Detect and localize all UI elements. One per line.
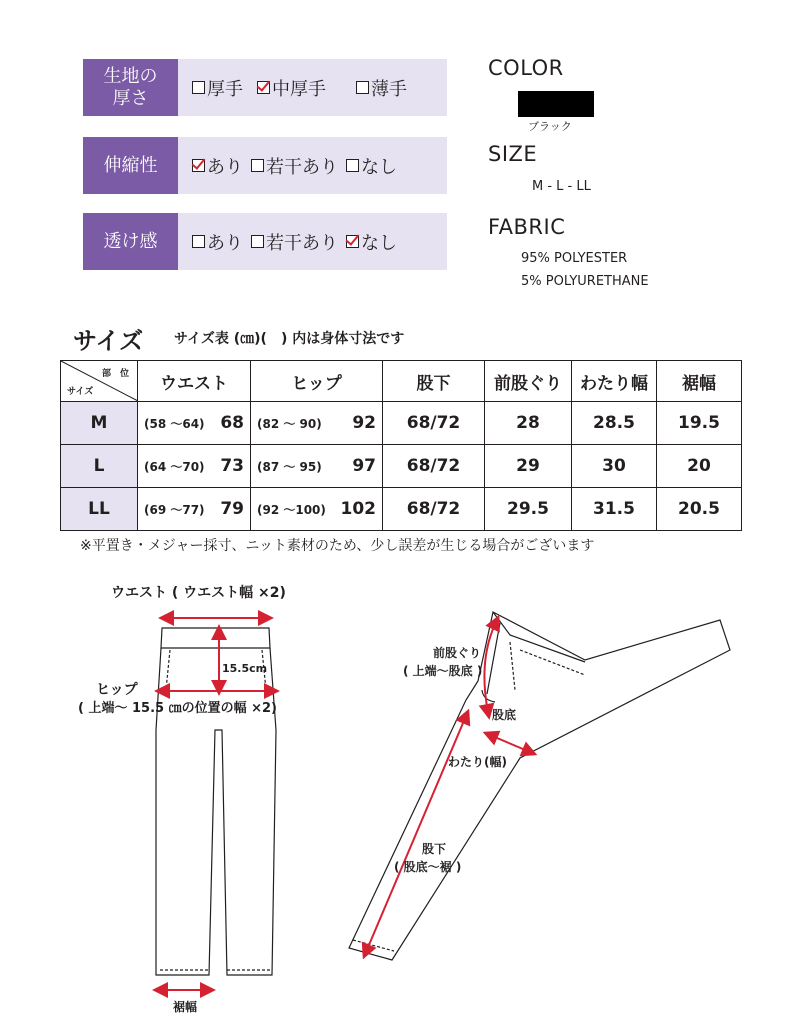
waist-cell [138, 445, 251, 488]
table-row [61, 402, 742, 445]
checked-checkbox-icon [192, 159, 205, 172]
stretch-row [83, 137, 447, 194]
header-cell: ウエスト [138, 361, 251, 402]
checkbox-icon [192, 235, 205, 248]
header-cell: 股下 [383, 361, 485, 402]
fabric-heading: FABRIC [488, 215, 566, 239]
hip-diagram-label: ヒップ [96, 682, 138, 698]
measurement-note: ※平置き・メジャー採寸、ニット素材のため、少し誤差が生じる場合がございます [80, 538, 595, 554]
stretch-options [178, 137, 447, 194]
checkbox-icon [346, 159, 359, 172]
hip-diagram-sublabel: ( 上端～ 15.5 ㎝の位置の幅 ×2) [78, 701, 277, 716]
hem-diagram-label: 裾幅 [173, 1000, 198, 1014]
waist-cell [138, 488, 251, 531]
option-thick: 厚手 [192, 75, 243, 101]
rise-diagram-label: 15.5cm [222, 662, 268, 675]
crotch-diagram-label: 股底 [492, 708, 517, 722]
corner-bottom-label: サイズ [67, 387, 94, 397]
hip-value: 102 [340, 499, 376, 519]
size-cell: M [61, 402, 138, 445]
color-heading: COLOR [488, 56, 564, 80]
stretch-label: 伸縮性 [83, 137, 178, 194]
waist-diagram-label: ウエスト ( ウエスト幅 ×2) [111, 585, 286, 601]
table-row [61, 445, 742, 488]
hip-value: 92 [352, 413, 376, 433]
checkbox-icon [251, 235, 264, 248]
thigh-cell: 30 [572, 445, 657, 488]
checked-checkbox-icon [346, 235, 359, 248]
front-rise-diagram-sublabel: ( 上端～股底 ) [403, 664, 483, 678]
option-thin: 薄手 [356, 75, 407, 101]
color-swatch [518, 91, 594, 117]
thickness-label: 生地の 厚さ [83, 59, 178, 116]
waist-range: (69 ～77) [144, 502, 205, 517]
size-table [60, 360, 742, 531]
corner-top-label: 部 位 [101, 369, 129, 379]
hip-range: (82 ～ 90) [257, 416, 322, 431]
hip-cell [251, 445, 383, 488]
option-no: なし [346, 229, 397, 255]
checkbox-icon [356, 81, 369, 94]
thigh-cell: 28.5 [572, 402, 657, 445]
hem-cell: 20.5 [657, 488, 742, 531]
hip-cell [251, 402, 383, 445]
sheer-row [83, 213, 447, 270]
inseam-cell: 68/72 [383, 445, 485, 488]
size-cell: LL [61, 488, 138, 531]
size-title: サイズ [73, 327, 144, 355]
waist-cell [138, 402, 251, 445]
hem-cell: 20 [657, 445, 742, 488]
header-cell: ヒップ [251, 361, 383, 402]
hem-cell: 19.5 [657, 402, 742, 445]
option-no: なし [346, 153, 397, 179]
waist-value: 73 [220, 456, 244, 476]
inseam-diagram-sublabel: ( 股底～裾 ) [394, 860, 462, 874]
hip-range: (92 ～100) [257, 502, 326, 517]
size-subtitle: サイズ表 (㎝)( ) 内は身体寸法です [174, 331, 405, 347]
checked-checkbox-icon [257, 81, 270, 94]
header-cell: 裾幅 [657, 361, 742, 402]
waist-range: (58 ～64) [144, 416, 205, 431]
hip-value: 97 [352, 456, 376, 476]
option-yes: あり [192, 153, 243, 179]
option-slight: 若干あり [251, 153, 338, 179]
corner-cell [61, 361, 138, 402]
hip-range: (87 ～ 95) [257, 459, 322, 474]
thigh-diagram-label: わたり(幅) [448, 755, 507, 769]
inseam-diagram-label: 股下 [422, 842, 447, 856]
front-rise-diagram-label: 前股ぐり [433, 646, 482, 660]
front-view-garment [156, 628, 276, 975]
option-medium: 中厚手 [257, 75, 326, 101]
table-row [61, 488, 742, 531]
waist-range: (64 ～70) [144, 459, 205, 474]
option-slight: 若干あり [251, 229, 338, 255]
header-cell: 前股ぐり [485, 361, 572, 402]
sheer-label: 透け感 [83, 213, 178, 270]
hip-cell [251, 488, 383, 531]
header-cell: わたり幅 [572, 361, 657, 402]
thickness-row [83, 59, 447, 116]
fabric-line: 95% POLYESTER [521, 251, 628, 266]
checkbox-icon [251, 159, 264, 172]
size-heading: SIZE [488, 142, 538, 166]
sheer-options [178, 213, 447, 270]
inseam-cell: 68/72 [383, 402, 485, 445]
table-header-row [61, 361, 742, 402]
thickness-options [178, 59, 447, 116]
inseam-cell: 68/72 [383, 488, 485, 531]
option-yes: あり [192, 229, 243, 255]
color-name: ブラック [528, 120, 572, 133]
waist-value: 68 [220, 413, 244, 433]
size-list: M - L - LL [532, 179, 591, 194]
thigh-cell: 31.5 [572, 488, 657, 531]
front-rise-cell: 29 [485, 445, 572, 488]
size-cell: L [61, 445, 138, 488]
waist-value: 79 [220, 499, 244, 519]
front-rise-cell: 29.5 [485, 488, 572, 531]
fabric-line: 5% POLYURETHANE [521, 274, 649, 289]
checkbox-icon [192, 81, 205, 94]
front-rise-cell: 28 [485, 402, 572, 445]
